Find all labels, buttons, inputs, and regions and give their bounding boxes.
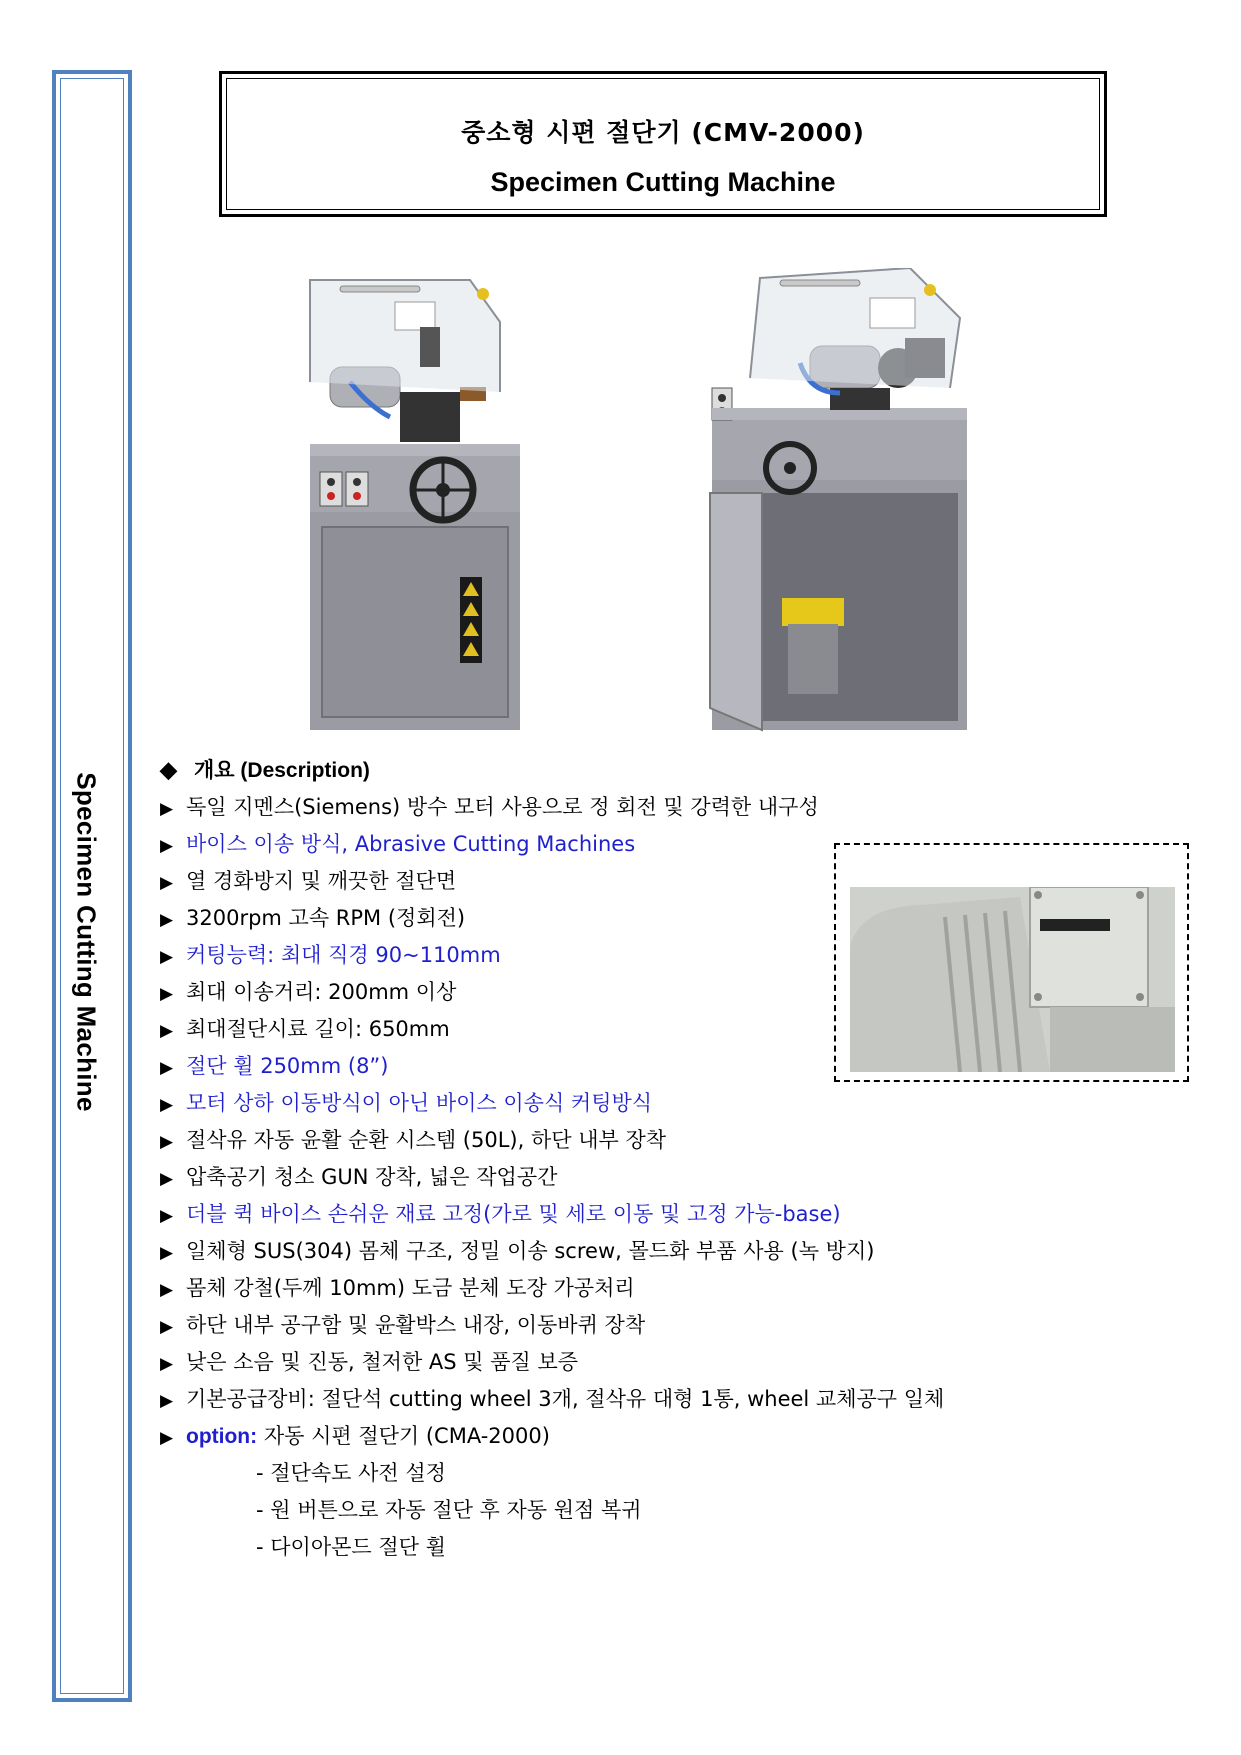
- option-item: [160, 1422, 550, 1452]
- triangle-bullet-icon: ▶: [160, 1391, 174, 1411]
- triangle-bullet-icon: ▶: [160, 873, 174, 893]
- triangle-bullet-icon: ▶: [160, 1132, 174, 1152]
- list-item: ▶ 최대절단시료 길이: 650mm: [160, 1015, 450, 1045]
- list-item: ▶ 기본공급장비: 절단석 cutting wheel 3개, 절삭유 대형 1통, wheel 교체공구 일체: [160, 1385, 944, 1415]
- page-title-korean: 중소형 시편 절단기 (CMV-2000): [461, 118, 865, 147]
- triangle-bullet-icon: ▶: [160, 1354, 174, 1374]
- option-subitem: - 다이아몬드 절단 휠: [256, 1535, 446, 1559]
- motor-photo-inset: [834, 843, 1189, 1082]
- machine-photo-open-door: [700, 268, 1000, 738]
- list-item: ▶ 압축공기 청소 GUN 장착, 넓은 작업공간: [160, 1163, 557, 1193]
- machine-photo-closed: [300, 272, 530, 732]
- cutting-machine-closed-icon: [300, 272, 530, 732]
- triangle-bullet-icon: ▶: [160, 1095, 174, 1115]
- triangle-bullet-icon: ▶: [160, 1280, 174, 1300]
- triangle-bullet-icon: ▶: [160, 1058, 174, 1078]
- cutting-machine-open-icon: [700, 268, 1000, 738]
- triangle-bullet-icon: ▶: [160, 1317, 174, 1337]
- sidebar-title-text: Specimen Cutting Machine: [71, 772, 102, 1112]
- triangle-bullet-icon: ▶: [160, 1206, 174, 1226]
- list-item: ▶ 3200rpm 고속 RPM (정회전): [160, 904, 465, 934]
- option-subitem: - 절단속도 사전 설정: [256, 1461, 446, 1485]
- list-item: ▶ 더블 퀵 바이스 손쉬운 재료 고정(가로 및 세로 이동 및 고정 가능-base): [160, 1200, 841, 1230]
- description-heading: [160, 756, 370, 785]
- option-text: 자동 시편 절단기 (CMA-2000): [263, 1424, 550, 1448]
- option-label: option:: [186, 1425, 258, 1448]
- list-item: ▶ 하단 내부 공구함 및 윤활박스 내장, 이동바퀴 장착: [160, 1311, 645, 1341]
- list-item: ▶ 독일 지멘스(Siemens) 방수 모터 사용으로 정 회전 및 강력한 내구성: [160, 793, 819, 823]
- list-item: ▶ 일체형 SUS(304) 몸체 구조, 정밀 이송 screw, 몰드화 부품 사용 (녹 방지): [160, 1237, 874, 1267]
- list-item: ▶ 절단 휠 250mm (8”): [160, 1052, 389, 1082]
- triangle-bullet-icon: ▶: [160, 799, 174, 819]
- triangle-bullet-icon: ▶: [160, 947, 174, 967]
- list-item: ▶ 최대 이송거리: 200mm 이상: [160, 978, 456, 1008]
- triangle-bullet-icon: ▶: [160, 1243, 174, 1263]
- list-item: ▶ 바이스 이송 방식, Abrasive Cutting Machines: [160, 830, 635, 860]
- list-item: ▶ 몸체 강철(두께 10mm) 도금 분체 도장 가공처리: [160, 1274, 635, 1304]
- triangle-bullet-icon: ▶: [160, 836, 174, 856]
- page-title-english: Specimen Cutting Machine: [490, 167, 836, 197]
- list-item: ▶ 커팅능력: 최대 직경 90~110mm: [160, 941, 501, 971]
- triangle-bullet-icon: ▶: [160, 1169, 174, 1189]
- list-item: ▶ 절삭유 자동 윤활 순환 시스템 (50L), 하단 내부 장착: [160, 1126, 666, 1156]
- list-item: ▶ 낮은 소음 및 진동, 철저한 AS 및 품질 보증: [160, 1348, 578, 1378]
- list-item: ▶ 열 경화방지 및 깨끗한 절단면: [160, 867, 456, 897]
- option-subitem: - 원 버튼으로 자동 절단 후 자동 원점 복귀: [256, 1498, 642, 1522]
- diamond-bullet-icon: ◆: [160, 757, 177, 782]
- triangle-bullet-icon: ▶: [160, 910, 174, 930]
- title-box: [219, 71, 1107, 217]
- siemens-motor-icon: [850, 887, 1175, 1072]
- triangle-bullet-icon: ▶: [160, 984, 174, 1004]
- description-heading-text: 개요 (Description): [194, 759, 370, 782]
- triangle-bullet-icon: ▶: [160, 1428, 174, 1448]
- list-item: ▶ 모터 상하 이동방식이 아닌 바이스 이송식 커팅방식: [160, 1089, 652, 1119]
- triangle-bullet-icon: ▶: [160, 1021, 174, 1041]
